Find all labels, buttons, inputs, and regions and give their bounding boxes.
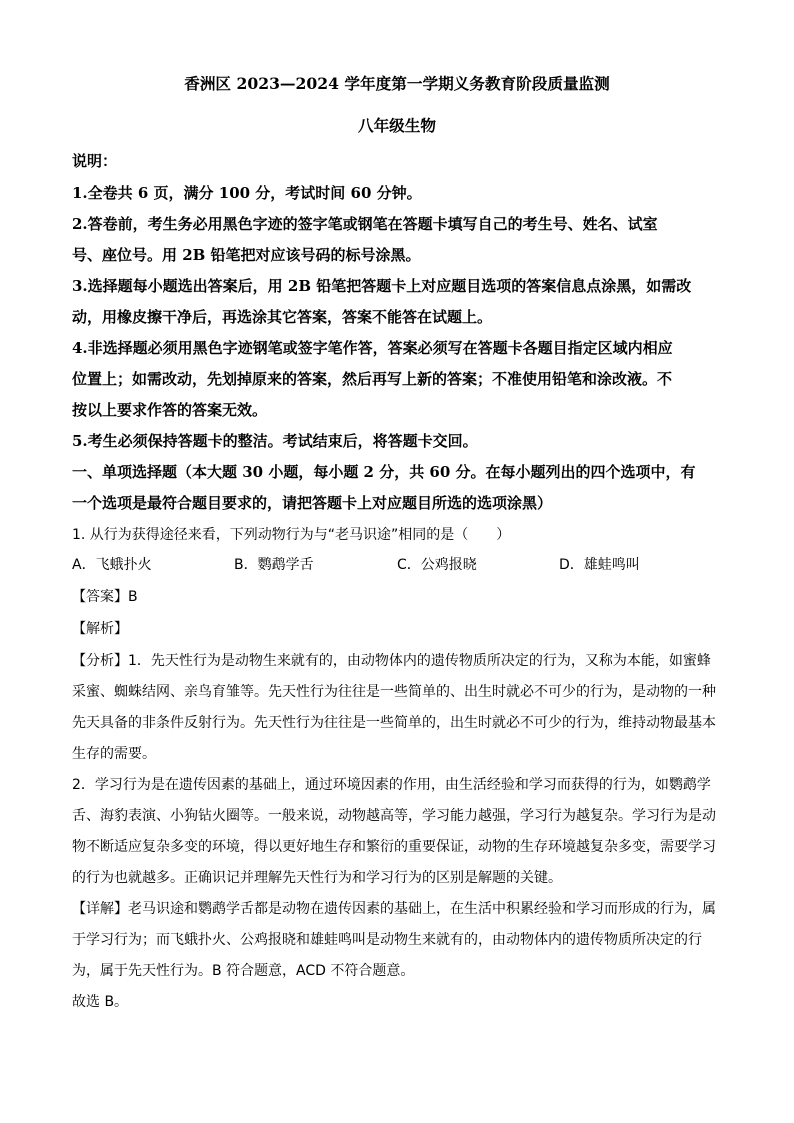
detail-line-2: 于学习行为；而飞蛾扑火、公鸡报晓和雄蛙鸣叫是动物生来就有的，由动物体内的遗传物质所决定的行: [72, 932, 702, 948]
question-1-stem: 1. 从行为获得途径来看，下列动物行为与“老马识途”相同的是（ ）: [72, 527, 511, 543]
instruction-3-line-2: 动，用橡皮擦干净后，再选涂其它答案，答案不能答在试题上。: [72, 308, 493, 326]
analysis-p1-line-4: 生存的需要。: [72, 746, 156, 762]
instruction-4-line-1: 4.非选择题必须用黑色字迹钢笔或签字笔作答，答案必须写在答题卡各题目指定区域内相应: [72, 339, 673, 357]
analysis-p2-line-2: 舌、海豹表演、小狗钻火圈等。一般来说，动物越高等，学习能力越强，学习行为越复杂。学习行为是动: [72, 808, 716, 824]
section-heading-line-1: 一、单项选择题（本大题 30 小题，每小题 2 分，共 60 分。在每小题列出的四个选项中，有: [72, 463, 696, 481]
instruction-4-line-3: 按以上要求作答的答案无效。: [72, 401, 268, 419]
analysis-p2-line-4: 的行为也就越多。正确识记并理解先天性行为和学习行为的区别是解题的关键。: [72, 870, 562, 886]
instruction-3-line-1: 3.选择题每小题选出答案后，用 2B 铅笔把答题卡上对应题目选项的答案信息点涂黑，如需改: [72, 277, 692, 295]
instruction-2-line-1: 2.答卷前，考生务必用黑色字迹的签字笔或钢笔在答题卡填写自己的考生号、姓名、试室: [72, 215, 658, 233]
exam-subtitle: 八年级生物: [357, 116, 437, 135]
instruction-2-line-2: 号、座位号。用 2B 铅笔把对应该号码的标号涂黑。: [72, 246, 421, 264]
section-heading-line-2: 一个选项是最符合题目要求的，请把答题卡上对应题目所选的选项涂黑）: [72, 494, 553, 512]
detail-line-3: 为，属于先天性行为。B 符合题意，ACD 不符合题意。: [72, 963, 415, 979]
exam-title: 香洲区 2023—2024 学年度第一学期义务教育阶段质量监测: [184, 74, 610, 93]
option-c: C．公鸡报晓: [397, 557, 477, 573]
instruction-4-line-2: 位置上；如需改动，先划掉原来的答案，然后再写上新的答案；不准使用铅笔和涂改液。不: [72, 370, 673, 388]
conclusion: 故选 B。: [72, 994, 129, 1010]
answer: 【答案】B: [72, 589, 138, 605]
instruction-1: 1.全卷共 6 页，满分 100 分，考试时间 60 分钟。: [72, 184, 422, 202]
instructions-heading: 说明：: [72, 152, 118, 170]
detail-line-1: 【详解】老马识途和鹦鹉学舌都是动物在遗传因素的基础上，在生活中积累经验和学习而形成的行为，属: [72, 901, 716, 917]
option-d: D．雄蛙鸣叫: [559, 557, 640, 573]
analysis-p2-line-1: 2．学习行为是在遗传因素的基础上，通过环境因素的作用，由生活经验和学习而获得的行为，如鹦鹉学: [72, 777, 711, 793]
analysis-label: 【解析】: [72, 621, 128, 637]
analysis-p1-line-1: 【分析】1．先天性行为是动物生来就有的，由动物体内的遗传物质所决定的行为，又称为本能，如蜜蜂: [72, 653, 711, 669]
analysis-p2-line-3: 物不断适应复杂多变的环境，得以更好地生存和繁衍的重要保证，动物的生存环境越复杂多变，需要学习: [72, 839, 716, 855]
option-b: B．鹦鹉学舌: [234, 557, 314, 573]
analysis-p1-line-2: 采蜜、蜘蛛结网、亲鸟育雏等。先天性行为往往是一些简单的、出生时就必不可少的行为，是动物的一种: [72, 684, 716, 700]
option-a: A．飞蛾扑火: [72, 557, 152, 573]
analysis-p1-line-3: 先天具备的非条件反射行为。先天性行为往往是一些简单的，出生时就必不可少的行为，维持动物最基本: [72, 715, 716, 731]
instruction-5: 5.考生必须保持答题卡的整洁。考试结束后，将答题卡交回。: [72, 432, 478, 450]
